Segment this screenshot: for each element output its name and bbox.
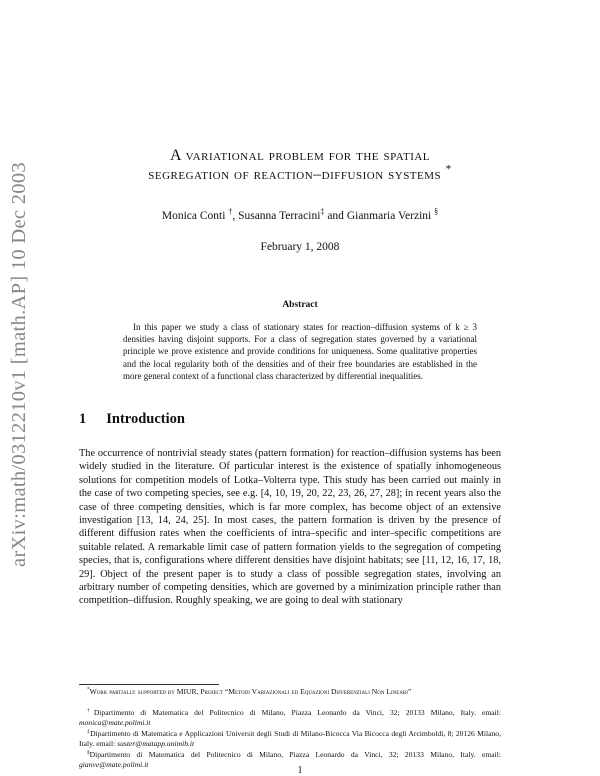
author-2-mark: ‡ xyxy=(320,207,325,217)
footnote-mark: ‡ xyxy=(87,728,91,735)
arxiv-sidebar-stamp xyxy=(4,158,34,570)
footnote-mark: * xyxy=(87,686,90,693)
footnote-email: monica@mate.polimi.it xyxy=(79,718,151,728)
body-paragraph: The occurrence of nontrivial steady states (pattern formation) for reaction–diffusion systems has been widely studied in the literature. Of particular interest is the existence of spatially inhomogeneous solutions for competition models of Lotka–Volterra type. This study has been carried out mainly in the case of two competing species, see e.g. [4, 10, 19, 20, 22, 23, 26, 27, 28]; in recent years also the case of three competing densities, which is far more complex, has become object of an extensive investigation [13, 14, 24, 25]. In most cases, the pattern formation is driven by the presence of different diffusion rates when the coefficients of intra–specific and inter–specific competitions are suitable related. A remarkable limit case of pattern formation yields to the segregation of competing species, that is, configurations where different densities have disjoint habitats; see [11, 12, 16, 17, 18, 29]. Object of the present paper is to study a class of possible segregation states, involving an arbitrary number of competing densities, which are governed by a minimization principle rather than competition–diffusion. Roughly speaking, we are going to deal with stationary xyxy=(79,448,501,607)
author-1-mark: † xyxy=(228,207,233,217)
section-title: Introduction xyxy=(106,411,185,427)
footnote-mark: † xyxy=(87,707,94,714)
footnote-email: gianve@mate.polimi.it xyxy=(79,760,149,770)
author-separator: and xyxy=(324,210,347,222)
page-number: 1 xyxy=(297,765,303,776)
footnote-funding xyxy=(79,687,501,697)
author-3-mark: § xyxy=(434,207,439,217)
section-number: 1 xyxy=(79,411,87,427)
title-line-2 xyxy=(80,165,520,184)
author-3: Gianmaria Verzini xyxy=(346,210,432,222)
author-1: Monica Conti xyxy=(161,210,226,222)
footnote-email: suster@matapp.unimib.it xyxy=(117,739,195,749)
footnote-mark: § xyxy=(87,749,90,756)
footnote-affiliation-2 xyxy=(79,729,501,750)
author-separator: , xyxy=(232,210,239,222)
footnote-rule xyxy=(79,684,219,685)
footnote-text: Dipartimento di Matematica del Politecnico di Milano, Piazza Leonardo da Vinci, 32; 20133 Milano, Italy. email: xyxy=(89,750,501,759)
title-footnote-mark: * xyxy=(445,163,452,176)
paper-date: February 1, 2008 xyxy=(260,241,340,253)
title-line-2-text: segregation of reaction–diffusion systems xyxy=(148,166,442,183)
abstract-heading: Abstract xyxy=(282,300,318,310)
footnote-text: Dipartimento di Matematica del Politecnico di Milano, Piazza Leonardo da Vinci, 32; 20133 Milano, Italy. email: xyxy=(93,708,501,717)
author-2: Susanna Terracini xyxy=(238,210,321,222)
footnote-text: Work partially supported by MIUR, Project “Metodi Variazionali ed Equazioni Differenziali Non Lineari” xyxy=(89,687,412,696)
abstract-text: In this paper we study a class of stationary states for reaction–diffusion systems of k ≥ 3 densities having disjoint supports. For a class of segregation states governed by a variational principle we prove existence and provide conditions for uniqueness. Some qualitative properties and the local regularity both of the densities and of their free boundaries are established in the more general context of a functional class characterized by differential inequalities. xyxy=(123,322,477,381)
section-heading xyxy=(79,411,185,428)
paper-title xyxy=(80,146,520,184)
arxiv-id: arXiv:math/0312210v1 [math.AP] 10 Dec 2003 xyxy=(7,161,30,567)
author-list xyxy=(80,207,520,222)
footnote-text: Dipartimento di Matematica e Applicazioni Universit degli Studi di Milano-Bicocca Via Bicocca degli Arcimboldi, 8; 20126 Milano, Italy. email: xyxy=(79,729,501,749)
footnote-affiliation-1 xyxy=(79,708,501,729)
title-line-1: A variational problem for the spatial xyxy=(169,147,431,164)
